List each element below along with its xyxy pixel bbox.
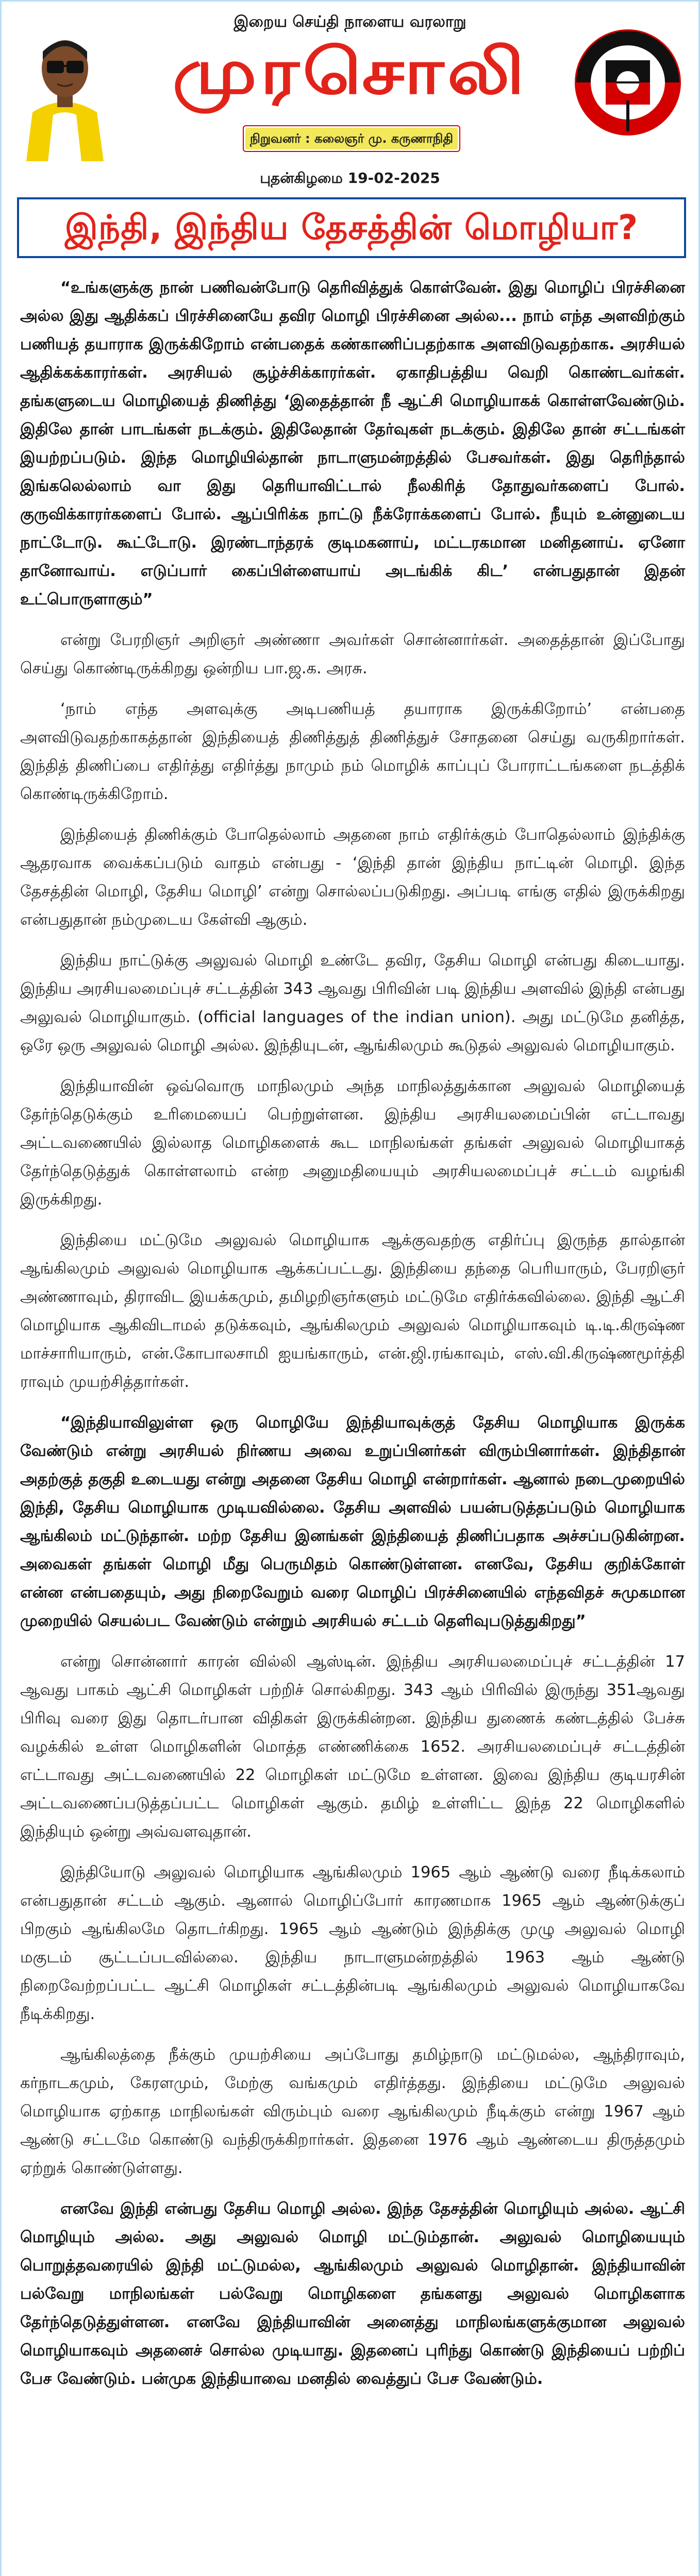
masthead (2, 2, 698, 192)
party-emblem-icon (574, 23, 682, 147)
publication-date: புதன்கிழமை 19-02-2025 (260, 170, 440, 187)
masthead-tagline: இறைய செய்தி நாளைய வரலாறு (234, 13, 466, 31)
article-paragraph: என்று சொன்னார் காரன் வில்லி ஆஸ்டின். இந்திய அரசியலமைப்புச் சட்டத்தின் 17 ஆவது பாகம் ஆட்சி மொழிகள் பற்றிச் சொல்கிறது. 343 ஆம் பிரிவில் இருந்து 351ஆவது பிரிவு வரை இது தொடர்பான விதிகள் இருக்கின்றன. இந்திய துணைக் கண்டத்தில் பேச்சு வழக்கில் உள்ள மொழிகளின் மொத்த எண்ணிக்கை 1652. அரசியலமைப்புச் சட்டத்தின் எட்டாவது அட்டவணையில் 22 மொழிகள் மட்டுமே உள்ளன. இவை இந்திய குடியரசின் அட்டவணைப்படுத்தப்பட்ட மொழிகள் ஆகும். தமிழ் உள்ளிட்ட இந்த 22 மொழிகளில் இந்தியும் ஒன்று அவ்வளவுதான். (20, 1653, 685, 1841)
headline-box (17, 197, 686, 258)
article-paragraph: “உங்களுக்கு நான் பணிவன்போடு தெரிவித்துக் கொள்வேன். இது மொழிப் பிரச்சினை அல்ல இது ஆதிக்கப் பிரச்சினையே தவிர மொழி பிரச்சினை அல்ல... நாம் எந்த அளவிற்கும் பணியத் தயாராக இருக்கிறோம் என்பதைக் கண்காணிப்பதற்காக அளவிடுவதற்காக. அரசியல் ஆதிக்கக்காரர்கள். அரசியல் சூழ்ச்சிக்காரர்கள். ஏகாதிபத்திய வெறி கொண்டவர்கள். தங்களுடைய மொழியைத் திணித்து ‘இதைத்தான் நீ ஆட்சி மொழியாகக் கொள்ளவேண்டும். இதிலே தான் பாடங்கள் நடக்கும். இதிலேதான் தேர்வுகள் நடக்கும். இதிலே தான் சட்டங்கள் இயற்றப்படும். இந்த மொழியில்தான் நாடாளுமன்றத்தில் பேசவர்கள். இது தெரிந்தால் இங்கலெல்லாம் வா இது தெரியாவிட்டால் நீலகிரித் தோதுவர்களைப் போல். குருவிக்காரர்களைப் போல். ஆப்பிரிக்க நாட்டு நீக்ரோக்களைப் போல். நீயும் உன்னுடைய நாட்டோடு. கூட்டோடு. இரண்டாந்தரக் குடிமகனாய், மட்டரகமான மனிதனாய். ஏனோ தானோவாய். எடுப்பார் கைப்பிள்ளையாய் அடங்கிக் கிட’ என்பதுதான் இதன் உட்பொருளாகும்” (20, 279, 685, 608)
article-body (20, 274, 685, 2405)
article-paragraph: இந்தியோடு அலுவல் மொழியாக ஆங்கிலமும் 1965 ஆம் ஆண்டு வரை நீடிக்கலாம் என்பதுதான் சட்டம் ஆகும். ஆனால் மொழிப்போர் காரணமாக 1965 ஆம் ஆண்டுக்குப் பிறகும் ஆங்கிலமே தொடர்கிறது. 1965 ஆம் ஆண்டும் இந்திக்கு முழு அலுவல் மொழி மகுடம் சூட்டப்படவில்லை. இந்திய நாடாளுமன்றத்தில் 1963 ஆம் ஆண்டு நிறைவேற்றப்பட்ட ஆட்சி மொழிகள் சட்டத்தின்படி ஆங்கிலமும் அலுவல் மொழியாகவே நீடிக்கிறது. (20, 1863, 685, 2023)
founder-box (243, 125, 460, 152)
newspaper-title-text: முரசொலி (172, 35, 528, 108)
article-paragraph: ‘நாம் எந்த அளவுக்கு அடிபணியத் தயாராக இருக்கிறோம்’ என்பதை அளவிடுவதற்காகத்தான் இந்தியைத் திணித்துத் திணித்துச் சோதனை செய்து வருகிறார்கள். இந்தித் திணிப்பை எதிர்த்து எதிர்த்து நாமும் நம் மொழிக் காப்புப் போராட்டங்களை நடத்திக் கொண்டிருக்கிறோம். (20, 700, 685, 803)
article-paragraph: என்று பேரறிஞர் அறிஞர் அண்ணா அவர்கள் சொன்னார்கள். அதைத்தான் இப்போது செய்து கொண்டிருக்கிறது ஒன்றிய பா.ஜ.க. அரசு. (20, 631, 685, 677)
article-paragraph: எனவே இந்தி என்பது தேசிய மொழி அல்ல. இந்த தேசத்தின் மொழியும் அல்ல. ஆட்சி மொழியும் அல்ல. அது அலுவல் மொழி மட்டும்தான். அலுவல் மொழியையும் பொறுத்தவரையில் இந்தி மட்டுமல்ல, ஆங்கிலமும் அலுவல் மொழிதான். இந்தியாவின் பல்வேறு மாநிலங்கள் பல்வேறு மொழிகளை தங்களது அலுவல் மொழிகளாக தேர்ந்தெடுத்துள்ளன. எனவே இந்தியாவின் அனைத்து மாநிலங்களுக்குமான அலுவல் மொழியாகவும் அதனைச் சொல்ல முடியாது. இதனைப் புரிந்து கொண்டு இந்தியைப் பற்றிப் பேச வேண்டும். பன்முக இந்தியாவை மனதில் வைத்துப் பேச வேண்டும். (20, 2200, 685, 2388)
headline: இந்தி, இந்திய தேசத்தின் மொழியா? (64, 208, 639, 247)
article-paragraph: ஆங்கிலத்தை நீக்கும் முயற்சியை அப்போது தமிழ்நாடு மட்டுமல்ல, ஆந்திராவும், கர்நாடகமும், கேரளமும், மேற்கு வங்கமும் எதிர்த்தது. இந்தியை மட்டுமே அலுவல் மொழியாக ஏற்காத மாநிலங்கள் விரும்பும் வரை ஆங்கிலமும் நீடிக்கும் என்று 1967 ஆம் ஆண்டு சட்டமே கொண்டு வந்திருக்கிறார்கள். இதனை 1976 ஆம் ஆண்டைய திருத்தமும் ஏற்றுக் கொண்டுள்ளது. (20, 2046, 685, 2177)
article-paragraph: “இந்தியாவிலுள்ள ஒரு மொழியே இந்தியாவுக்குத் தேசிய மொழியாக இருக்க வேண்டும் என்று அரசியல் நிர்ணய அவை உறுப்பினர்கள் விரும்பினார்கள். இந்திதான் அதற்குத் தகுதி உடையது என்று அதனை தேசிய மொழி என்றார்கள். ஆனால் நடைமுறையில் இந்தி, தேசிய மொழியாக முடியவில்லை. தேசிய அளவில் பயன்படுத்தப்படும் மொழியாக ஆங்கிலம் மட்டுந்தான். மற்ற தேசிய இனங்கள் இந்தியைத் திணிப்பதாக அச்சப்படுகின்றன. அவைகள் தங்கள் மொழி மீது பெருமிதம் கொண்டுள்ளன. எனவே, தேசிய குறிக்கோள் என்ன என்பதையும், அது நிறைவேறும் வரை மொழிப் பிரச்சினையில் எந்தவிதச் சுமுகமான முறையில் செயல்பட வேண்டும் என்றும் அரசியல் சட்டம் தெளிவுபடுத்துகிறது” (20, 1414, 685, 1630)
article-paragraph: இந்தியைத் திணிக்கும் போதெல்லாம் அதனை நாம் எதிர்க்கும் போதெல்லாம் இந்திக்கு ஆதரவாக வைக்கப்படும் வாதம் என்பது - ‘இந்தி தான் இந்திய நாட்டின் மொழி. இந்த தேசத்தின் மொழி, தேசிய மொழி’ என்று சொல்லப்படுகிறது. அப்படி எங்கு எதில் இருக்கிறது என்பதுதான் நம்முடைய கேள்வி ஆகும். (20, 826, 685, 929)
article-paragraph: இந்தியாவின் ஒவ்வொரு மாநிலமும் அந்த மாநிலத்துக்கான அலுவல் மொழியைத் தேர்ந்தெடுக்கும் உரிமையைப் பெற்றுள்ளன. இந்திய அரசியலமைப்பின் எட்டாவது அட்டவணையில் இல்லாத மொழிகளைக் கூட மாநிலங்கள் தங்கள் அலுவல் மொழியாகத் தேர்ந்தெடுத்துக் கொள்ளலாம் என்ற அனுமதியையும் அரசியலமைப்புச் சட்டம் வழங்கி இருக்கிறது. (20, 1077, 685, 1209)
article-paragraph: இந்தியை மட்டுமே அலுவல் மொழியாக ஆக்குவதற்கு எதிர்ப்பு இருந்த தால்தான் ஆங்கிலமும் அலுவல் மொழியாக ஆக்கப்பட்டது. இந்தியை தந்தை பெரியாரும், பேரறிஞர் அண்ணாவும், திராவிட இயக்கமும், தமிழறிஞர்களும் மட்டுமே எதிர்க்கவில்லை. இந்தி ஆட்சி மொழியாக ஆகிவிடாமல் தடுக்கவும், ஆங்கிலமும் அலுவல் மொழியாகவும் டி.டி.கிருஷ்ண மாச்சாரியாரும், என்.கோபாலசாமி ஐயங்காரும், என்.ஜி.ரங்காவும், எஸ்.வி.கிருஷ்ணமூர்த்தி ராவும் முயற்சித்தார்கள். (20, 1231, 685, 1391)
article-paragraph: இந்திய நாட்டுக்கு அலுவல் மொழி உண்டே தவிர, தேசிய மொழி என்பது கிடையாது. இந்திய அரசியலமைப்புச் சட்டத்தின் 343 ஆவது பிரிவின் படி இந்திய அளவில் இந்தி என்பது அலுவல் மொழியாகும். (official languages of the indian union). அது மட்டுமே தனித்த, ஒரே ஒரு அலுவல் மொழி அல்ல. இந்தியுடன், ஆங்கிலமும் கூடுதல் அலுவல் மொழியாகும். (20, 952, 685, 1055)
founder-line: நிறுவனர் : கலைஞர் மு. கருணாநிதி (245, 128, 458, 149)
